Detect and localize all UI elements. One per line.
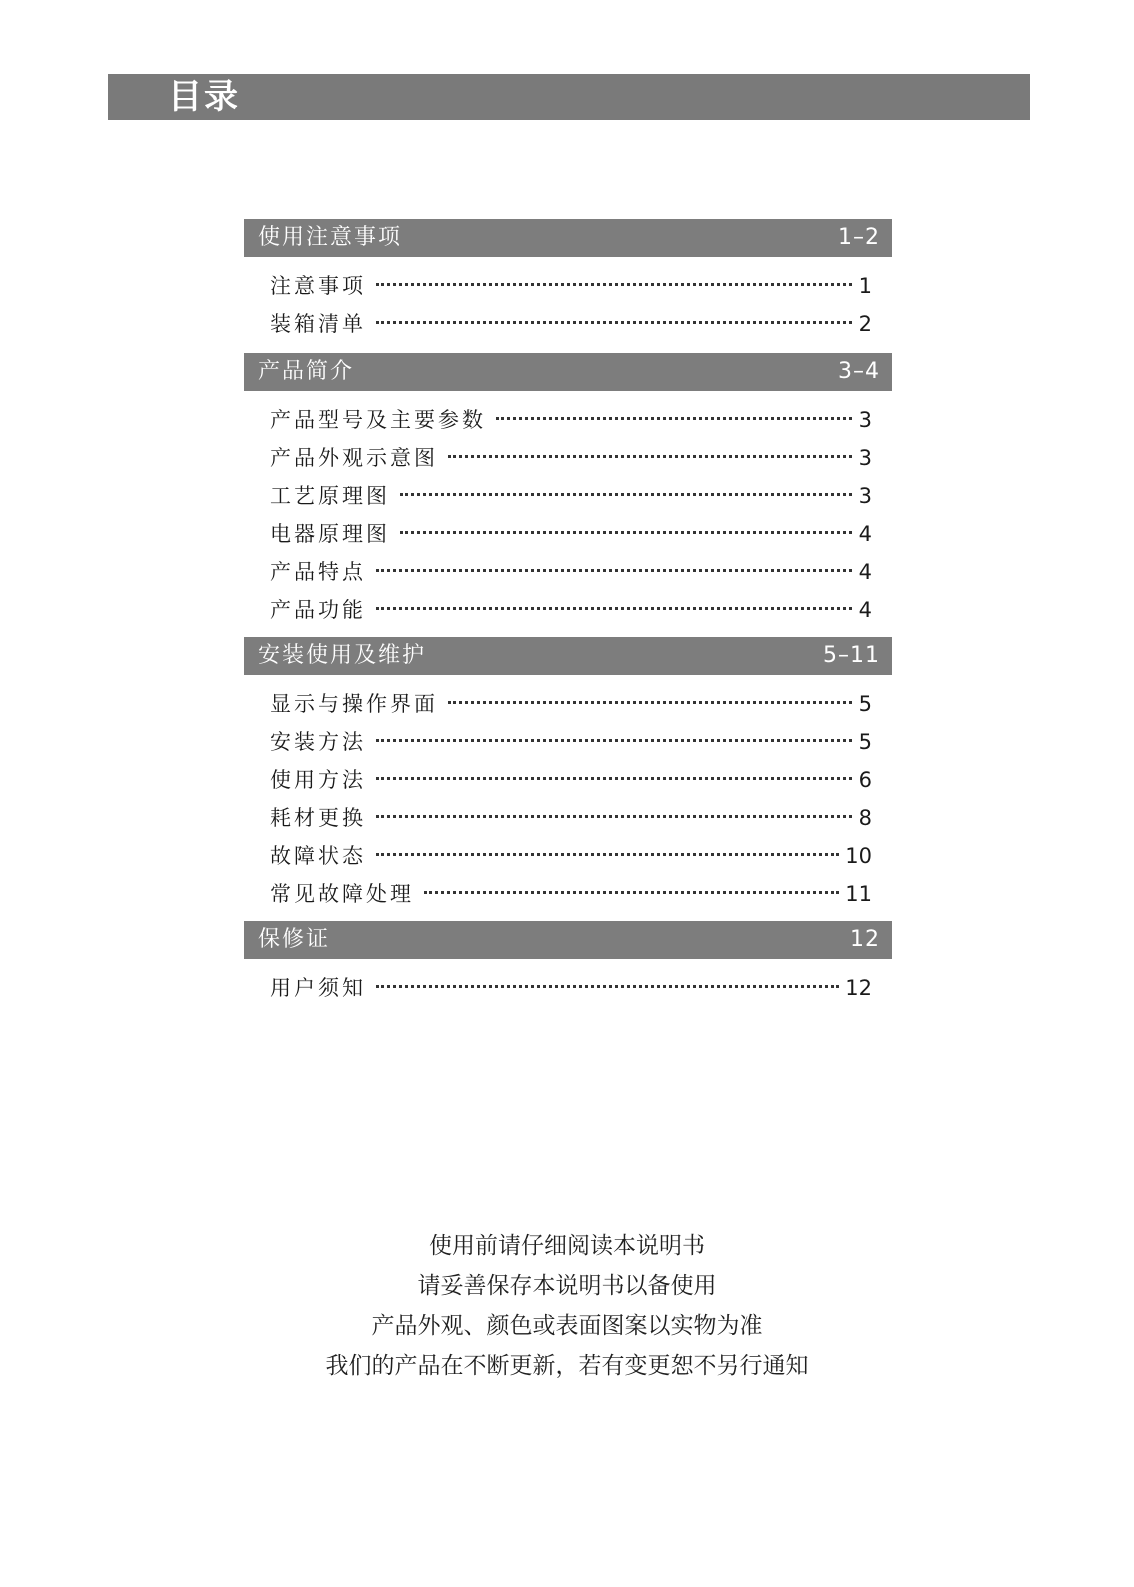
dot-leader xyxy=(376,739,852,742)
toc-entry[interactable] xyxy=(244,443,892,481)
section-title: 安装使用及维护 xyxy=(258,643,427,668)
entry-label: 注意事项 xyxy=(270,274,366,298)
entry-label: 电器原理图 xyxy=(270,522,390,546)
section-entries xyxy=(244,675,892,921)
dot-leader xyxy=(376,777,852,780)
dot-leader xyxy=(376,607,852,610)
section-page-range: 5–11 xyxy=(823,643,880,668)
toc-entry[interactable] xyxy=(244,309,892,347)
footer-note: 请妥善保存本说明书以备使用 xyxy=(417,1273,717,1299)
toc-section xyxy=(244,637,892,921)
entry-page-number: 5 xyxy=(858,692,872,716)
section-title: 使用注意事项 xyxy=(258,225,403,250)
entry-label: 常见故障处理 xyxy=(270,882,414,906)
entry-label: 装箱清单 xyxy=(270,312,366,336)
toc-entry[interactable] xyxy=(244,519,892,557)
dot-leader xyxy=(376,283,852,286)
entry-page-number: 1 xyxy=(858,274,872,298)
toc-entry[interactable] xyxy=(244,595,892,633)
table-of-contents xyxy=(244,219,892,1015)
toc-entry[interactable] xyxy=(244,841,892,879)
dot-leader xyxy=(400,493,852,496)
section-page-range: 1–2 xyxy=(838,225,880,250)
entry-page-number: 6 xyxy=(858,768,872,792)
toc-entry[interactable] xyxy=(244,689,892,727)
toc-entry[interactable] xyxy=(244,481,892,519)
toc-entry[interactable] xyxy=(244,557,892,595)
footer-notes xyxy=(0,1226,1134,1386)
entry-page-number: 3 xyxy=(858,484,872,508)
title-bar xyxy=(108,74,1030,120)
footer-note: 使用前请仔细阅读本说明书 xyxy=(429,1233,705,1259)
section-header[interactable] xyxy=(244,219,892,257)
section-header[interactable] xyxy=(244,637,892,675)
toc-entry[interactable] xyxy=(244,803,892,841)
entry-label: 安装方法 xyxy=(270,730,366,754)
entry-label: 产品功能 xyxy=(270,598,366,622)
entry-label: 产品外观示意图 xyxy=(270,446,438,470)
entry-page-number: 10 xyxy=(845,844,872,868)
page-title: 目录 xyxy=(168,77,240,117)
toc-entry[interactable] xyxy=(244,727,892,765)
dot-leader xyxy=(376,321,852,324)
entry-label: 使用方法 xyxy=(270,768,366,792)
footer-note: 产品外观、颜色或表面图案以实物为准 xyxy=(371,1313,763,1339)
section-header[interactable] xyxy=(244,921,892,959)
toc-entry[interactable] xyxy=(244,765,892,803)
dot-leader xyxy=(448,701,852,704)
toc-section xyxy=(244,353,892,637)
entry-page-number: 5 xyxy=(858,730,872,754)
section-page-range: 3–4 xyxy=(838,359,880,384)
entry-page-number: 12 xyxy=(845,976,872,1000)
section-entries xyxy=(244,959,892,1015)
dot-leader xyxy=(376,815,852,818)
toc-section xyxy=(244,219,892,353)
dot-leader xyxy=(376,853,839,856)
section-entries xyxy=(244,391,892,637)
entry-page-number: 4 xyxy=(858,598,872,622)
toc-entry[interactable] xyxy=(244,405,892,443)
toc-section xyxy=(244,921,892,1015)
entry-page-number: 4 xyxy=(858,522,872,546)
section-title: 保修证 xyxy=(258,927,331,952)
toc-entry[interactable] xyxy=(244,973,892,1011)
dot-leader xyxy=(448,455,852,458)
section-entries xyxy=(244,257,892,353)
entry-label: 显示与操作界面 xyxy=(270,692,438,716)
dot-leader xyxy=(376,569,852,572)
toc-entry[interactable] xyxy=(244,879,892,917)
dot-leader xyxy=(424,891,839,894)
entry-label: 故障状态 xyxy=(270,844,366,868)
entry-page-number: 8 xyxy=(858,806,872,830)
entry-page-number: 4 xyxy=(858,560,872,584)
entry-page-number: 2 xyxy=(858,312,872,336)
entry-label: 产品特点 xyxy=(270,560,366,584)
entry-page-number: 3 xyxy=(858,446,872,470)
dot-leader xyxy=(376,985,839,988)
section-page-range: 12 xyxy=(850,927,880,952)
entry-label: 工艺原理图 xyxy=(270,484,390,508)
entry-page-number: 11 xyxy=(845,882,872,906)
entry-label: 用户须知 xyxy=(270,976,366,1000)
toc-entry[interactable] xyxy=(244,271,892,309)
entry-page-number: 3 xyxy=(858,408,872,432)
section-title: 产品简介 xyxy=(258,359,355,384)
footer-note: 我们的产品在不断更新，若有变更恕不另行通知 xyxy=(325,1353,809,1379)
entry-label: 耗材更换 xyxy=(270,806,366,830)
dot-leader xyxy=(496,417,852,420)
dot-leader xyxy=(400,531,852,534)
entry-label: 产品型号及主要参数 xyxy=(270,408,486,432)
section-header[interactable] xyxy=(244,353,892,391)
